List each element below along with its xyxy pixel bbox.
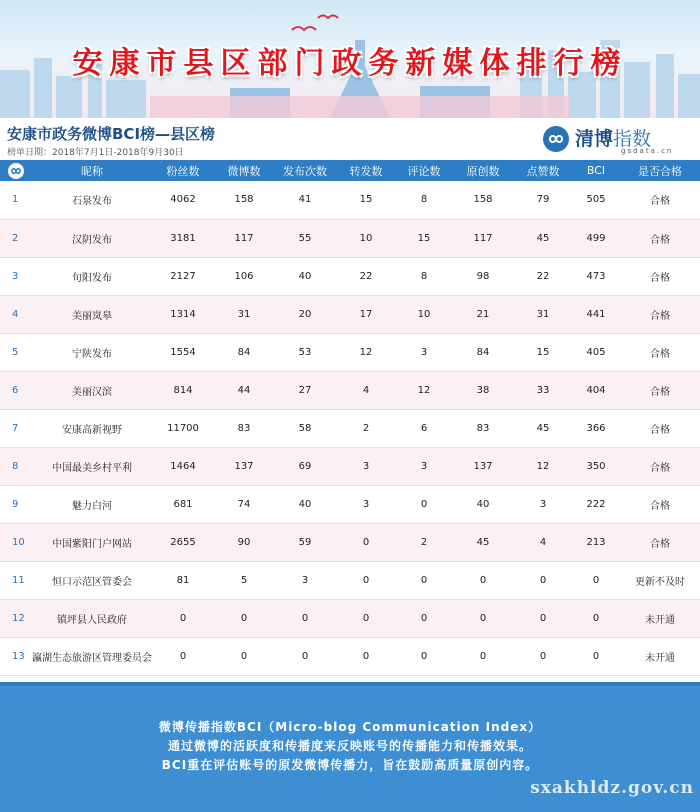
table-row: [0, 599, 700, 637]
table-cell: 0: [336, 523, 396, 561]
table-cell: 2655: [152, 523, 214, 561]
table-cell: 12: [396, 371, 452, 409]
rank-cell: 2: [0, 219, 32, 257]
table-cell: 0: [152, 599, 214, 637]
rank-cell: 10: [0, 523, 32, 561]
table-cell: 505: [572, 181, 620, 219]
column-header: 微博数: [227, 164, 261, 178]
column-header: 点赞数: [526, 164, 560, 178]
table-cell: 3: [396, 333, 452, 371]
table-row: [0, 181, 700, 219]
table-cell: 83: [214, 409, 274, 447]
table-row: [0, 485, 700, 523]
table-cell: 4: [336, 371, 396, 409]
rank-cell: 8: [0, 447, 32, 485]
table-cell: 404: [572, 371, 620, 409]
table-cell: 45: [514, 409, 572, 447]
table-cell: 0: [274, 637, 336, 675]
account-name-cell: 中国最美乡村平利: [32, 447, 152, 485]
table-cell: 84: [452, 333, 514, 371]
table-cell: 0: [396, 599, 452, 637]
column-header: 粉丝数: [166, 164, 200, 178]
table-cell: 79: [514, 181, 572, 219]
account-name-cell: 美丽汉滨: [32, 371, 152, 409]
table-cell: 222: [572, 485, 620, 523]
table-cell: 0: [572, 561, 620, 599]
footer-line-1: 微博传播指数BCI（Micro-blog Communication Index）: [158, 720, 542, 734]
table-cell: 合格: [620, 295, 700, 333]
column-header: 评论数: [407, 164, 441, 178]
account-name-cell: 宁陕发布: [32, 333, 152, 371]
table-cell: 74: [214, 485, 274, 523]
table-cell: 8: [396, 181, 452, 219]
table-cell: 137: [214, 447, 274, 485]
table-cell: 12: [514, 447, 572, 485]
table-row: [0, 333, 700, 371]
account-name-cell: 美丽岚皋: [32, 295, 152, 333]
table-cell: 0: [396, 561, 452, 599]
table-cell: 4062: [152, 181, 214, 219]
column-header: 是否合格: [638, 164, 682, 178]
table-cell: 0: [572, 599, 620, 637]
table-cell: 31: [214, 295, 274, 333]
footer-explanation: [0, 686, 700, 812]
table-cell: 未开通: [620, 599, 700, 637]
table-cell: 213: [572, 523, 620, 561]
rank-cell: 9: [0, 485, 32, 523]
account-name-cell: 汉阴发布: [32, 219, 152, 257]
table-cell: 31: [514, 295, 572, 333]
table-cell: 3: [396, 447, 452, 485]
table-cell: 83: [452, 409, 514, 447]
table-cell: 59: [274, 523, 336, 561]
table-cell: 98: [452, 257, 514, 295]
page-title: 安康市政务微博BCI榜—县区榜: [7, 125, 216, 143]
account-name-cell: 安康高新视野: [32, 409, 152, 447]
table-cell: 3: [336, 485, 396, 523]
table-row: [0, 409, 700, 447]
infinity-icon: [543, 126, 569, 152]
table-header-row: [0, 160, 700, 181]
rank-cell: 1: [0, 181, 32, 219]
table-row: [0, 637, 700, 675]
column-header: 原创数: [466, 164, 500, 178]
table-cell: 合格: [620, 219, 700, 257]
table-cell: 350: [572, 447, 620, 485]
table-cell: 合格: [620, 333, 700, 371]
banner-title: 安康市县区部门政务新媒体排行榜: [72, 46, 628, 81]
table-cell: 41: [274, 181, 336, 219]
table-cell: 55: [274, 219, 336, 257]
table-cell: 3: [336, 447, 396, 485]
table-cell: 22: [514, 257, 572, 295]
table-cell: 44: [214, 371, 274, 409]
table-cell: 53: [274, 333, 336, 371]
table-cell: 22: [336, 257, 396, 295]
table-cell: 0: [452, 637, 514, 675]
table-cell: 未开通: [620, 637, 700, 675]
account-name-cell: 恒口示范区管委会: [32, 561, 152, 599]
table-cell: 0: [452, 599, 514, 637]
table-cell: 0: [336, 599, 396, 637]
table-row: [0, 219, 700, 257]
table-cell: 15: [336, 181, 396, 219]
table-cell: 0: [214, 599, 274, 637]
rank-cell: 4: [0, 295, 32, 333]
table-cell: 69: [274, 447, 336, 485]
account-name-cell: 魅力白河: [32, 485, 152, 523]
date-range: 榜单日期：2018年7月1日-2018年9月30日: [7, 148, 184, 158]
table-cell: 20: [274, 295, 336, 333]
table-cell: 0: [572, 637, 620, 675]
table-cell: 2: [336, 409, 396, 447]
table-cell: 45: [514, 219, 572, 257]
table-cell: 814: [152, 371, 214, 409]
table-cell: 3: [274, 561, 336, 599]
table-cell: 0: [274, 599, 336, 637]
table-cell: 2127: [152, 257, 214, 295]
table-row: [0, 295, 700, 333]
report-header: [0, 118, 700, 160]
table-cell: 405: [572, 333, 620, 371]
table-cell: 6: [396, 409, 452, 447]
table-cell: 1554: [152, 333, 214, 371]
table-cell: 40: [452, 485, 514, 523]
rank-cell: 6: [0, 371, 32, 409]
table-cell: 10: [336, 219, 396, 257]
rank-cell: 3: [0, 257, 32, 295]
table-cell: 441: [572, 295, 620, 333]
rank-cell: 13: [0, 637, 32, 675]
logo-name: 清博: [575, 128, 614, 150]
account-name-cell: 石泉发布: [32, 181, 152, 219]
table-cell: 1464: [152, 447, 214, 485]
table-cell: 合格: [620, 485, 700, 523]
table-cell: 473: [572, 257, 620, 295]
header-link-icon-cell: [0, 160, 32, 181]
table-cell: 3181: [152, 219, 214, 257]
table-body: [0, 181, 700, 675]
table-cell: 137: [452, 447, 514, 485]
table-cell: 0: [514, 637, 572, 675]
table-cell: 1314: [152, 295, 214, 333]
site-watermark: sxakhldz.gov.cn: [530, 778, 694, 798]
table-row: [0, 257, 700, 295]
table-cell: 106: [214, 257, 274, 295]
table-cell: 681: [152, 485, 214, 523]
table-cell: 81: [152, 561, 214, 599]
table-row: [0, 523, 700, 561]
table-cell: 0: [514, 561, 572, 599]
table-cell: 合格: [620, 257, 700, 295]
table-cell: 10: [396, 295, 452, 333]
table-cell: 合格: [620, 447, 700, 485]
table-cell: 0: [396, 637, 452, 675]
gsdata-logo: [543, 125, 693, 155]
table-cell: 0: [396, 485, 452, 523]
table-cell: 33: [514, 371, 572, 409]
rank-cell: 11: [0, 561, 32, 599]
rank-cell: 7: [0, 409, 32, 447]
column-header: BCI: [586, 164, 606, 177]
table-cell: 58: [274, 409, 336, 447]
table-cell: 117: [214, 219, 274, 257]
table-cell: 合格: [620, 409, 700, 447]
account-name-cell: 瀛湖生态旅游区管理委员会: [32, 637, 152, 675]
table-cell: 117: [452, 219, 514, 257]
logo-domain: gsdata.cn: [621, 147, 674, 155]
table-cell: 84: [214, 333, 274, 371]
footer-line-3: BCI重在评估账号的原发微博传播力，旨在鼓励高质量原创内容。: [161, 758, 539, 772]
table-cell: 158: [452, 181, 514, 219]
table-cell: 366: [572, 409, 620, 447]
table-cell: 0: [214, 637, 274, 675]
column-header: 昵称: [81, 164, 103, 178]
table-cell: 0: [336, 561, 396, 599]
table-cell: 40: [274, 257, 336, 295]
link-icon: [8, 163, 24, 179]
rank-cell: 5: [0, 333, 32, 371]
table-cell: 11700: [152, 409, 214, 447]
table-cell: 合格: [620, 181, 700, 219]
table-cell: 4: [514, 523, 572, 561]
table-cell: 0: [452, 561, 514, 599]
table-cell: 158: [214, 181, 274, 219]
table-cell: 8: [396, 257, 452, 295]
table-cell: 15: [396, 219, 452, 257]
table-cell: 27: [274, 371, 336, 409]
table-cell: 0: [514, 599, 572, 637]
account-name-cell: 镇坪县人民政府: [32, 599, 152, 637]
table-cell: 0: [152, 637, 214, 675]
ranking-table: [0, 160, 700, 676]
table-cell: 2: [396, 523, 452, 561]
table-row: [0, 371, 700, 409]
column-header: 转发数: [349, 164, 383, 178]
banner: [0, 0, 700, 118]
account-name-cell: 中国紫阳门户网站: [32, 523, 152, 561]
table-cell: 合格: [620, 523, 700, 561]
table-cell: 40: [274, 485, 336, 523]
table-cell: 3: [514, 485, 572, 523]
table-cell: 17: [336, 295, 396, 333]
table-cell: 45: [452, 523, 514, 561]
table-cell: 21: [452, 295, 514, 333]
table-cell: 15: [514, 333, 572, 371]
table-row: [0, 561, 700, 599]
table-cell: 12: [336, 333, 396, 371]
table-cell: 更新不及时: [620, 561, 700, 599]
table-cell: 38: [452, 371, 514, 409]
footer-line-2: 通过微博的活跃度和传播度来反映账号的传播能力和传播效果。: [167, 739, 532, 753]
table-cell: 合格: [620, 371, 700, 409]
table-row: [0, 447, 700, 485]
table-cell: 499: [572, 219, 620, 257]
table-cell: 0: [336, 637, 396, 675]
column-header: 发布次数: [283, 164, 327, 178]
table-cell: 5: [214, 561, 274, 599]
account-name-cell: 旬阳发布: [32, 257, 152, 295]
table-cell: 90: [214, 523, 274, 561]
rank-cell: 12: [0, 599, 32, 637]
logo-suffix: 指数: [613, 128, 652, 150]
